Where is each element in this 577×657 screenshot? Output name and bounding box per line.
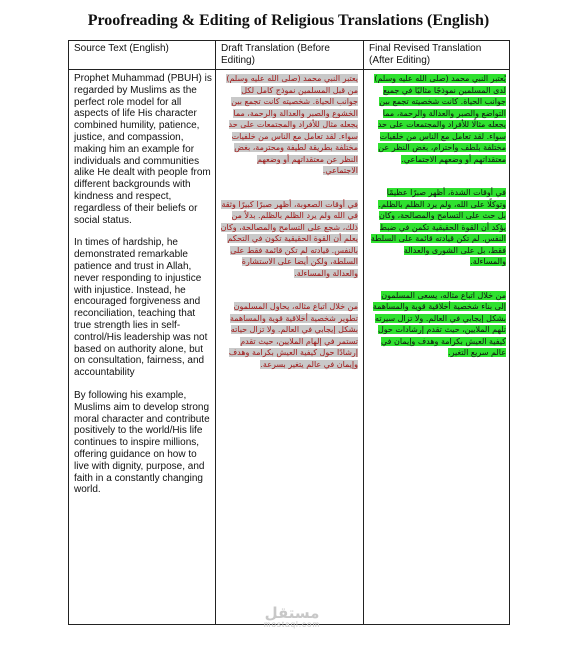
source-paragraph-1: Prophet Muhammad (PBUH) is regarded by Muslims as the perfect role model for all aspects of life His character combined humility, patience, justice, and compassion, making him an example for individuals and communities alike He dealt with people from different backgrounds with kindness and respect, regardless of their beliefs or social status.: [74, 73, 212, 226]
header-divider: [69, 69, 509, 70]
final-paragraph-1: يُعتبر النبي محمد (صلى الله عليه وسلم) لدى المسلمين نموذجًا مثاليًا في جميع جوانب الحياة. كانت شخصيته تجمع بين التواضع والصبر والعدالة والرحمة، مما يجعله مثالًا للأفراد والمجتمعات على حد سواء. لقد تعامل مع الناس من خلفيات مختلفة بلطف واحترام، بغض النظر عن معتقداتهم أو وضعهم الاجتماعي.: [374, 74, 506, 164]
header-final: Final Revised Translation (After Editing): [369, 43, 482, 66]
column-divider: [363, 41, 364, 624]
watermark-url: mostaql.com: [263, 620, 321, 629]
draft-paragraph-3: من خلال اتباع مثاله، يحاول المسلمون تطوير شخصية أخلاقية قوية والمساهمة بشكل إيجابي في العالم. ولا تزال حياته تستمر في إلهام الملايين، حيث تقدم إرشادًا حول كيفية العيش بكرامة وهدف وإيمان في عالم يتغير بسرعة.: [228, 302, 358, 369]
header-source: Source Text (English): [74, 43, 169, 54]
final-column: [368, 73, 506, 371]
watermark-logo: مستقل: [264, 604, 320, 622]
final-paragraph-2: في أوقات الشدة، أظهر صبرًا عظيمًا وتوكلًا على الله، ولم يرد الظلم بالظلم. بل حث على التسامح والمصالحة، وكان يؤكد أن القوة الحقيقية تكمن في ضبط النفس. لم تكن قيادته قائمة على السلطة فقط، بل على الشورى والعدالة والمساءلة.: [370, 188, 506, 266]
final-paragraph-3: من خلال اتباع مثاله، يسعى المسلمون إلى بناء شخصية أخلاقية قوية والمساهمة بشكل إيجابي في العالم. ولا تزال سيرته تلهم الملايين، حيث تقدم إرشادات حول كيفية العيش بكرامة وهدف وإيمان في عالم سريع التغير.: [372, 290, 506, 357]
watermark: [232, 604, 352, 629]
source-paragraph-2: In times of hardship, he demonstrated remarkable patience and trust in Allah, never responding to injustice with injustice. Instead, he encouraged forgiveness and reconciliation, teaching that true strength lies in self-control/His leadership was not based on authority alone, but on consultation, fairness, and accountability: [74, 237, 208, 379]
header-draft: Draft Translation (Before Editing): [221, 43, 330, 66]
column-divider: [215, 41, 216, 624]
draft-paragraph-1: يعتبر النبي محمد (صلى الله عليه وسلم) من قبل المسلمين نموذج كامل لكل جوانب الحياة. شخصيته كانت تجمع بين الخشوع والصبر والعدالة والرحمة، مما يجعله مثال للأفراد والمجتمعات على حد سواء. لقد تعامل مع الناس من خلفيات مختلفة بطريقة لطيفة ومحترمة، بغض النظر عن معتقداتهم أو وضعهم الاجتماعي.: [226, 74, 358, 175]
page-title: Proofreading & Editing of Religious Translations (English): [87, 12, 490, 29]
source-column: [74, 73, 212, 507]
draft-column: [220, 73, 358, 382]
draft-paragraph-2: في أوقات الصعوبة، أظهر صبرًا كبيرًا وثقة في الله ولم يرد الظلم بالظلم. بدلاً من ذلك، شجع على التسامح والمصالحة، وكان يعلم أن القوة الحقيقية تكون في التحكم بالنفس. قيادته لم تكن قائمة فقط على السلطة، ولكن أيضا على الاستشارة والعدالة والمساءلة.: [220, 199, 358, 278]
comparison-table: [68, 40, 510, 625]
source-paragraph-3: By following his example, Muslims aim to develop strong moral character and contribute positively to the world/His life continues to inspire millions, offering guidance on how to live with dignity, purpose, and faith in a constantly changing world.: [74, 389, 210, 496]
